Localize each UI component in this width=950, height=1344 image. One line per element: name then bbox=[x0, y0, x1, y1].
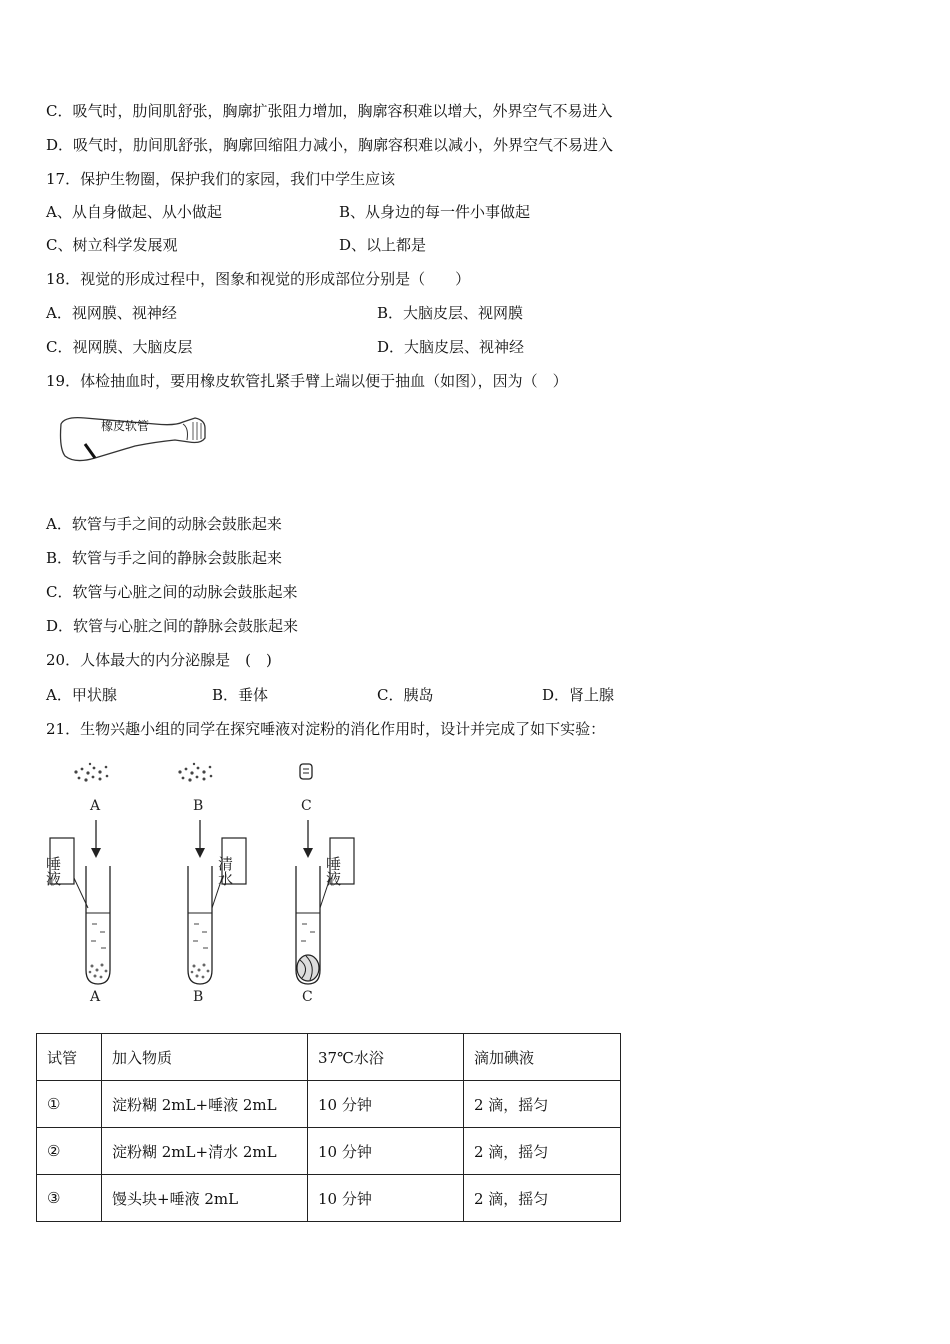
tourniquet-label: 橡皮软管 bbox=[101, 419, 150, 433]
tube-a-bottom-label: A bbox=[90, 989, 101, 1005]
table-cell: 10 分钟 bbox=[308, 1128, 464, 1175]
table-header-row bbox=[37, 1034, 621, 1081]
table-row bbox=[37, 1175, 621, 1222]
table-row bbox=[37, 1081, 621, 1128]
tube-c-top-label: C bbox=[301, 798, 312, 814]
arm-tourniquet-figure bbox=[55, 410, 215, 470]
q18-stem: 18．视觉的形成过程中，图象和视觉的形成部位分别是（ ） bbox=[46, 270, 471, 288]
q17-option-b: B、从身边的每一件小事做起 bbox=[339, 203, 531, 221]
q21-stem: 21．生物兴趣小组的同学在探究唾液对淀粉的消化作用时，设计并完成了如下实验： bbox=[46, 720, 606, 738]
table-row bbox=[37, 1128, 621, 1175]
table-header-cell: 37℃水浴 bbox=[308, 1034, 464, 1081]
table-cell: 2 滴，摇匀 bbox=[464, 1128, 621, 1175]
tube-c-bottom-label: C bbox=[302, 989, 313, 1005]
tube-a-liquid-label: 唾液 bbox=[44, 856, 62, 886]
tube-c bbox=[296, 764, 354, 1005]
bread-block-icon bbox=[300, 764, 312, 779]
tube-b bbox=[178, 763, 246, 1005]
q19-option-b: B．软管与手之间的静脉会鼓胀起来 bbox=[46, 549, 283, 567]
experiment-table bbox=[36, 1033, 621, 1222]
q18-option-a: A．视网膜、视神经 bbox=[46, 304, 177, 322]
q20-option-d: D．肾上腺 bbox=[542, 686, 615, 704]
q20-option-a: A．甲状腺 bbox=[46, 686, 117, 704]
table-cell: 2 滴，摇匀 bbox=[464, 1081, 621, 1128]
table-cell: 2 滴，摇匀 bbox=[464, 1175, 621, 1222]
q20-stem: 20．人体最大的内分泌腺是 ( ) bbox=[46, 651, 272, 669]
q18-option-d: D．大脑皮层、视神经 bbox=[377, 338, 525, 356]
q17-option-a: A、从自身做起、从小做起 bbox=[46, 203, 222, 221]
tube-b-liquid-label: 清水 bbox=[216, 856, 234, 886]
table-cell: ② bbox=[37, 1128, 102, 1175]
table-cell: 10 分钟 bbox=[308, 1175, 464, 1222]
q19-option-c: C．软管与心脏之间的动脉会鼓胀起来 bbox=[46, 583, 298, 601]
q17-option-d: D、以上都是 bbox=[339, 236, 427, 254]
starch-powder-icon bbox=[178, 763, 212, 782]
q18-option-b: B．大脑皮层、视网膜 bbox=[377, 304, 524, 322]
table-header-cell: 加入物质 bbox=[102, 1034, 308, 1081]
table-cell: ③ bbox=[37, 1175, 102, 1222]
tube-a bbox=[44, 763, 110, 1005]
q19-option-d: D．软管与心脏之间的静脉会鼓胀起来 bbox=[46, 617, 299, 635]
table-cell: 10 分钟 bbox=[308, 1081, 464, 1128]
bread-piece-icon bbox=[297, 955, 319, 981]
tube-b-bottom-label: B bbox=[193, 989, 204, 1005]
q19-option-a: A．软管与手之间的动脉会鼓胀起来 bbox=[46, 515, 282, 533]
q20-option-b: B．垂体 bbox=[212, 686, 269, 704]
table-cell: 馒头块+唾液 2mL bbox=[102, 1175, 308, 1222]
q19-stem: 19．体检抽血时，要用橡皮软管扎紧手臂上端以便于抽血（如图），因为（ ） bbox=[46, 372, 568, 390]
q17-option-c: C、树立科学发展观 bbox=[46, 236, 178, 254]
test-tubes-figure bbox=[40, 758, 380, 1008]
q16-option-d: D．吸气时，肋间肌舒张，胸廓回缩阻力减小，胸廓容积难以减小，外界空气不易进入 bbox=[46, 136, 614, 154]
tube-c-liquid-label: 唾液 bbox=[324, 856, 342, 886]
q18-option-c: C．视网膜、大脑皮层 bbox=[46, 338, 193, 356]
starch-powder-icon bbox=[74, 763, 108, 782]
q17-stem: 17．保护生物圈，保护我们的家园，我们中学生应该 bbox=[46, 170, 396, 188]
table-header-cell: 滴加碘液 bbox=[464, 1034, 621, 1081]
q20-option-c: C．胰岛 bbox=[377, 686, 434, 704]
table-cell: 淀粉糊 2mL+清水 2mL bbox=[102, 1128, 308, 1175]
tube-b-top-label: B bbox=[193, 798, 204, 814]
table-header-cell: 试管 bbox=[37, 1034, 102, 1081]
q16-option-c: C．吸气时，肋间肌舒张，胸廓扩张阻力增加，胸廓容积难以增大，外界空气不易进入 bbox=[46, 102, 613, 120]
table-cell: 淀粉糊 2mL+唾液 2mL bbox=[102, 1081, 308, 1128]
table-cell: ① bbox=[37, 1081, 102, 1128]
tube-a-top-label: A bbox=[90, 798, 101, 814]
